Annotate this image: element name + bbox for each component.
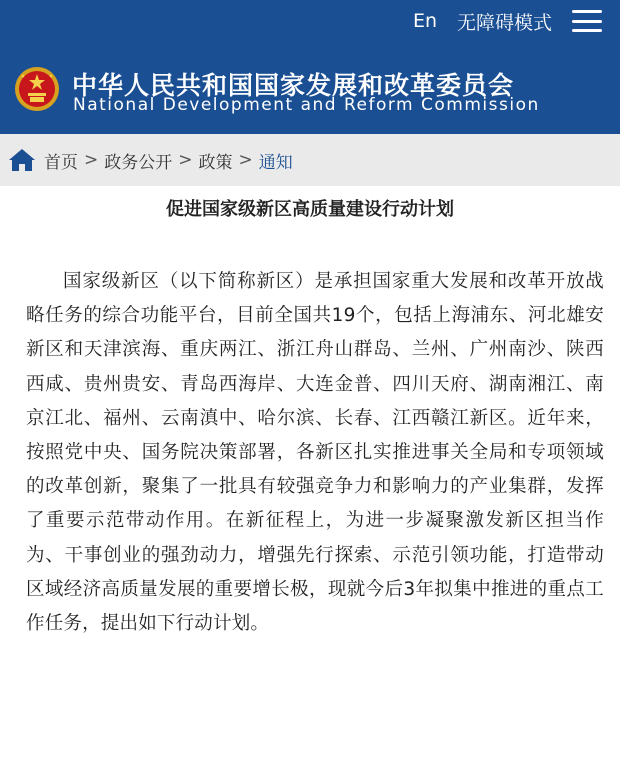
- menu-icon[interactable]: [572, 10, 602, 32]
- breadcrumb-separator: >: [178, 150, 193, 170]
- home-icon[interactable]: [8, 147, 36, 173]
- article-title: 促进国家级新区高质量建设行动计划: [166, 199, 454, 220]
- breadcrumb-policy[interactable]: 政策: [198, 152, 233, 173]
- article-body: 国家级新区（以下简称新区）是承担国家重大发展和改革开放战略任务的综合功能平台，目前全国共19个，包括上海浦东、河北雄安新区和天津滨海、重庆两江、浙江舟山群岛、兰州、广州南沙、陕西西咸、贵州贵安、青岛西海岸、大连金普、四川天府、湖南湘江、南京江北、福州、云南滇中、哈尔滨、长春、江西赣江新区。近年来，按照党中央、国务院决策部署，各新区扎实推进事关全局和专项领域的改革创新，聚集了一批具有较强竞争力和影响力的产业集群，发挥了重要示范带动作用。在新征程上，为进一步凝聚激发新区担当作为、干事创业的强劲动力，增强先行探索、示范引领功能，打造带动区域经济高质量发展的重要增长极，现就今后3年拟集中推进的重点工作任务，提出如下行动计划。: [26, 271, 604, 635]
- language-switch-link[interactable]: En: [412, 10, 437, 32]
- org-name-english: National Development and Reform Commission: [73, 95, 540, 115]
- top-nav: [413, 6, 602, 36]
- breadcrumb: [0, 134, 620, 186]
- breadcrumb-home[interactable]: 首页: [44, 152, 78, 173]
- breadcrumb-notice[interactable]: 通知: [258, 152, 293, 173]
- site-header: [0, 0, 620, 134]
- accessibility-mode-link[interactable]: 无障碍模式: [456, 11, 552, 34]
- national-emblem-icon: [14, 66, 60, 112]
- breadcrumb-government-affairs[interactable]: 政务公开: [104, 152, 173, 173]
- breadcrumb-separator: >: [84, 150, 99, 170]
- breadcrumb-separator: >: [238, 150, 253, 170]
- org-name-chinese: 中华人民共和国国家发展和改革委员会: [72, 71, 515, 100]
